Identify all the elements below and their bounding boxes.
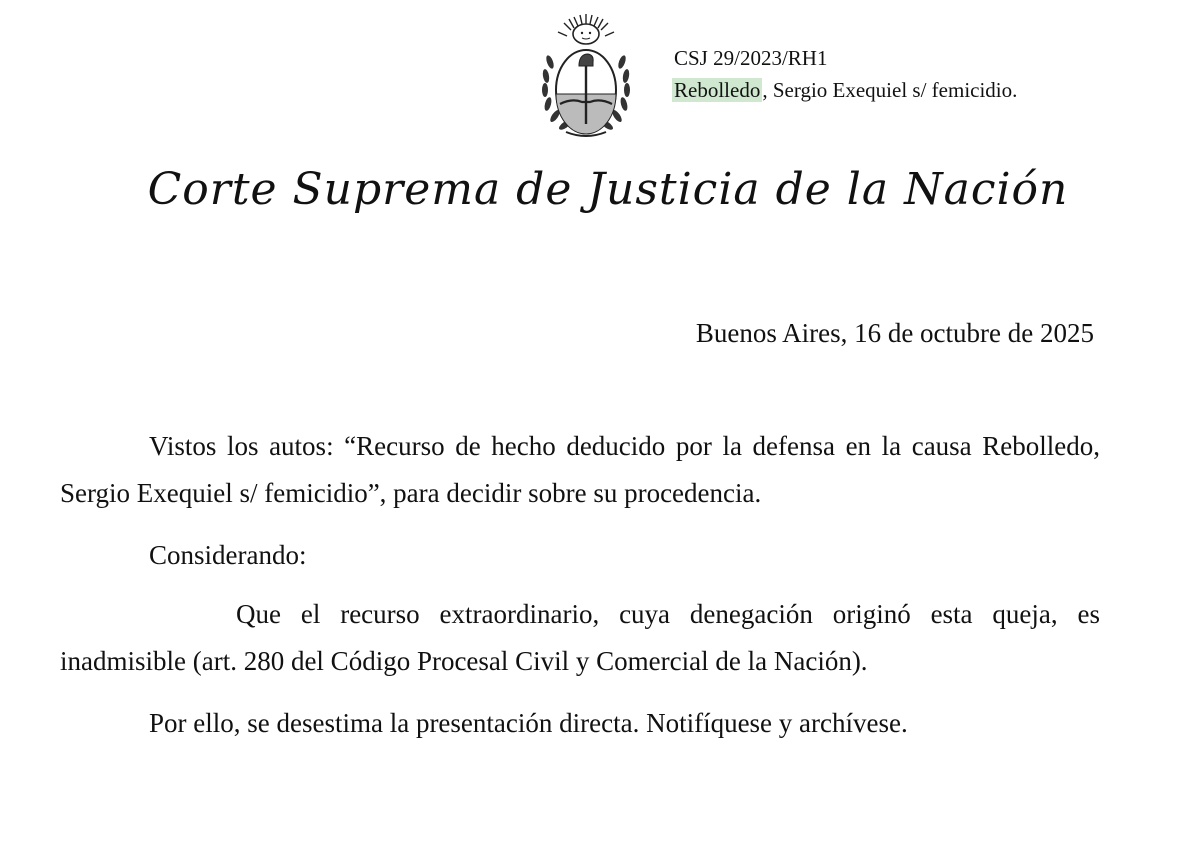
que-paragraph: Que el recurso extraordinario, cuya denegación originó esta queja, es inadmisible (art. 280 del Código Procesal Civil y Comercial de la Nación). xyxy=(60,599,1100,676)
date-line: Buenos Aires, 16 de octubre de 2025 xyxy=(695,318,1094,348)
case-title-highlight: Rebolledo xyxy=(674,78,761,102)
case-title-rest: , Sergio Exequiel s/ femicidio. xyxy=(762,78,1018,102)
case-reference xyxy=(674,42,1017,106)
vistos-paragraph: Vistos los autos: “Recurso de hecho deducido por la defensa en la causa Rebolledo, Sergio Exequiel s/ femicidio”, para decidir sobre su procedencia. xyxy=(60,431,1100,508)
case-title xyxy=(674,74,1017,106)
por-ello-paragraph: Por ello, se desestima la presentación directa. Notifíquese y archívese. xyxy=(149,708,908,738)
court-name-heading: Corte Suprema de Justicia de la Nación xyxy=(147,164,1069,215)
argentine-coat-of-arms-icon xyxy=(536,12,636,142)
case-number: CSJ 29/2023/RH1 xyxy=(674,46,828,70)
considerando-heading: Considerando: xyxy=(149,540,307,570)
